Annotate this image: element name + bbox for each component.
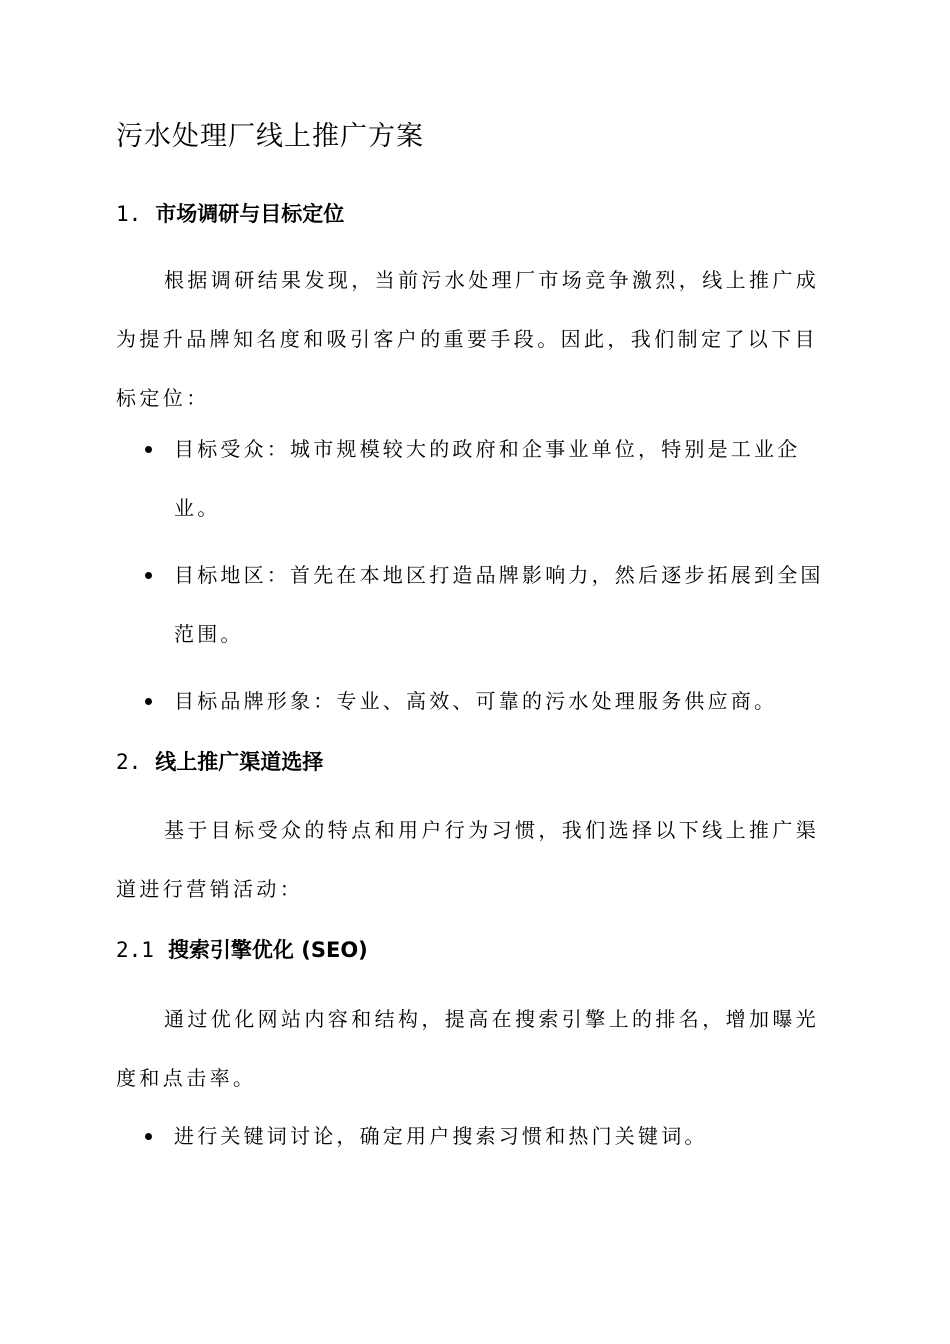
list-item-text: 目标品牌形象：专业、高效、可靠的污水处理服务供应商。 bbox=[174, 689, 778, 713]
section-heading-text: 搜索引擎优化 (SEO) bbox=[167, 938, 368, 962]
section-1-bullet-list bbox=[145, 420, 835, 739]
document-title: 污水处理厂线上推广方案 bbox=[116, 121, 424, 152]
section-2-1-paragraph: 通过优化网站内容和结构，提高在搜索引擎上的排名，增加曝光度和点击率。 bbox=[116, 1007, 820, 1090]
bullet-icon bbox=[145, 572, 152, 579]
list-item-text: 目标地区：首先在本地区打造品牌影响力，然后逐步拓展到全国范围。 bbox=[174, 563, 824, 646]
section-number: 2. bbox=[116, 750, 142, 774]
section-heading-2-1 bbox=[116, 934, 368, 964]
bullet-icon bbox=[145, 446, 152, 453]
list-item bbox=[145, 546, 835, 664]
section-number: 1. bbox=[116, 202, 142, 226]
list-item bbox=[145, 1107, 835, 1166]
bullet-icon bbox=[145, 1133, 152, 1140]
section-heading-1 bbox=[116, 198, 344, 228]
list-item-text: 目标受众：城市规模较大的政府和企事业单位，特别是工业企业。 bbox=[174, 437, 801, 520]
section-2-1-bullet-list bbox=[145, 1107, 835, 1174]
section-heading-2 bbox=[116, 746, 323, 776]
section-1-paragraph: 根据调研结果发现，当前污水处理厂市场竞争激烈，线上推广成为提升品牌知名度和吸引客户的重要手段。因此，我们制定了以下目标定位： bbox=[116, 268, 820, 410]
section-heading-text: 市场调研与目标定位 bbox=[155, 202, 345, 226]
bullet-icon bbox=[145, 698, 152, 705]
section-heading-text: 线上推广渠道选择 bbox=[155, 750, 324, 774]
section-2-paragraph: 基于目标受众的特点和用户行为习惯，我们选择以下线上推广渠道进行营销活动： bbox=[116, 818, 820, 901]
list-item bbox=[145, 420, 835, 538]
section-number: 2.1 bbox=[116, 938, 154, 962]
list-item-text: 进行关键词讨论，确定用户搜索习惯和热门关键词。 bbox=[174, 1124, 708, 1148]
list-item bbox=[145, 672, 835, 731]
